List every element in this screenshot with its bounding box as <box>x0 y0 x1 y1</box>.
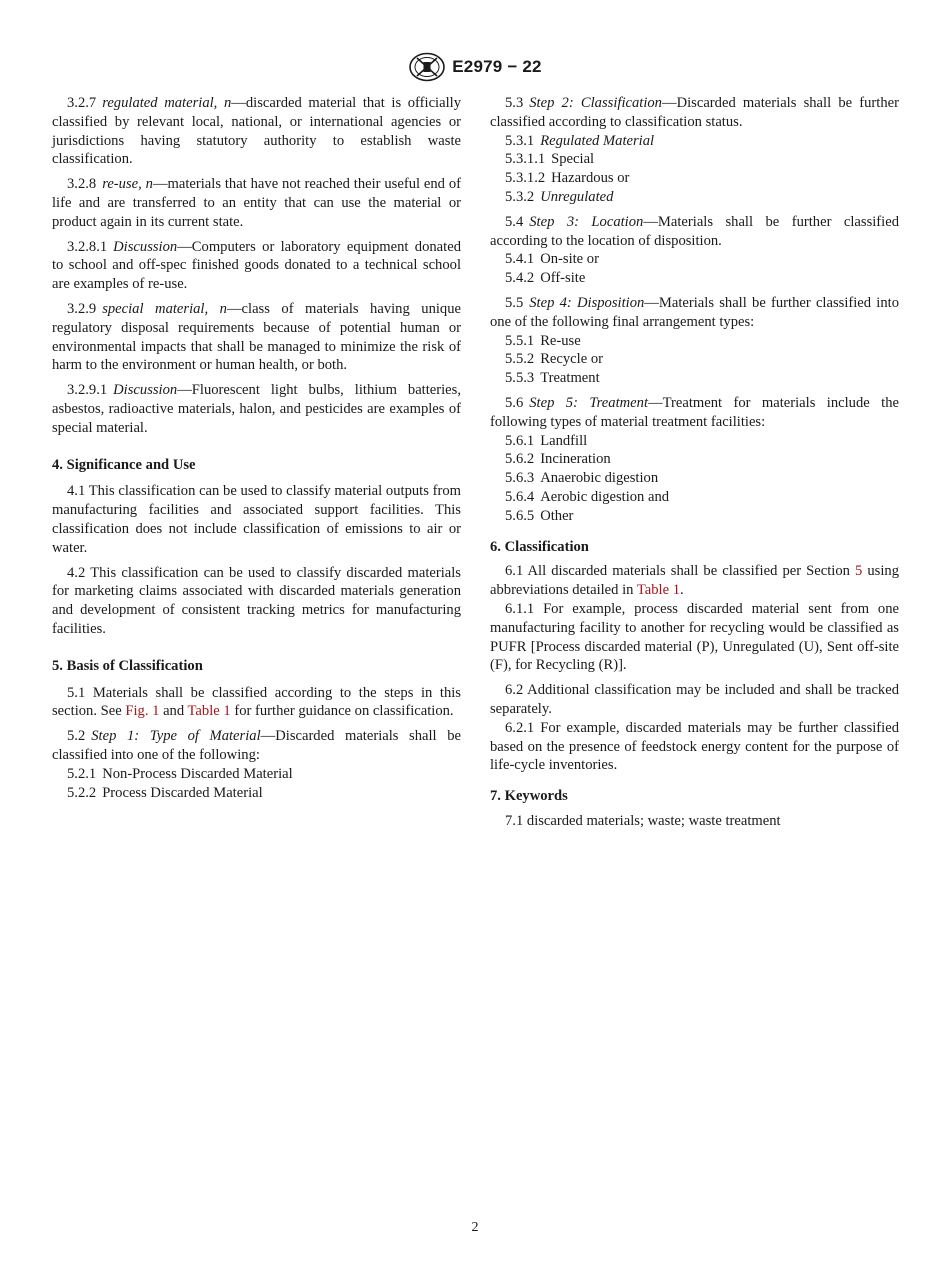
list-item: 5.4.1 On-site or <box>505 251 599 268</box>
paragraph-7-1: 7.1 discarded materials; waste; waste treatment <box>505 812 781 829</box>
paragraph-6-1-1: 6.1.1 For example, process discarded material sent from one manufacturing facility to another for recycling would be classified as PUFR [Process discarded material (P), Unregulated (U), Sent off-site (F), for Recycling (R)]. <box>490 600 899 674</box>
list-item: 5.3.2 Unregulated <box>505 188 614 205</box>
list-item: 5.4.2 Off-site <box>505 270 586 287</box>
paragraph-6-2-1: 6.2.1 For example, discarded materials may be further classified based on the presence of feedstock energy content for the purpose of life-cycle inventories. <box>490 719 899 774</box>
paragraph-3-2-8: 3.2.8 re-use, n—materials that have not reached their useful end of life and are transferred to an entity that can use the material or product again in its current state. <box>52 176 461 230</box>
list-item: 5.3.1 Regulated Material <box>505 132 655 149</box>
list-item: 5.6.4 Aerobic digestion and <box>505 488 670 505</box>
paragraph-6-1: 6.1 All discarded materials shall be classified per Section 5 using abbreviations detailed in Table 1. <box>490 563 899 599</box>
paragraph-5-1: 5.1 Materials shall be classified according to the steps in this section. See Fig. 1 and Table 1 for further guidance on classification. <box>52 684 461 720</box>
paragraph-5-5: 5.5 Step 4: Disposition—Materials shall be further classified into one of the following final arrangement types: <box>490 294 899 330</box>
paragraph-4-1: 4.1 This classification can be used to classify material outputs from manufacturing facilities and associated support facilities. This classification does not include classification of emissions to air or water. <box>52 483 461 556</box>
paragraph-5-2: 5.2 Step 1: Type of Material—Discarded materials shall be classified into one of the following: <box>52 728 461 763</box>
left-column <box>52 94 461 802</box>
list-item: 5.2.1 Non-Process Discarded Material <box>67 765 293 782</box>
standard-designation: E2979 − 22 <box>452 57 542 76</box>
page-header <box>0 52 950 82</box>
list-item: 5.6.2 Incineration <box>505 451 611 468</box>
figure-1-link[interactable]: Fig. 1 <box>125 703 160 720</box>
list-item: 5.2.2 Process Discarded Material <box>67 784 263 801</box>
paragraph-5-4: 5.4 Step 3: Location—Materials shall be further classified according to the location of disposition. <box>490 213 899 249</box>
list-item: 5.6.5 Other <box>505 507 574 524</box>
paragraph-3-2-9: 3.2.9 special material, n—class of materials having unique regulatory disposal requirements because of potential human or environmental impacts that shall be managed to minimize the risk of harm to the environment or human health, or both. <box>52 300 461 374</box>
paragraph-5-6: 5.6 Step 5: Treatment—Treatment for materials include the following types of material treatment facilities: <box>490 394 899 430</box>
section-5-link[interactable]: 5 <box>855 563 863 580</box>
paragraph-3-2-8-1: 3.2.8.1 Discussion—Computers or laboratory equipment donated to school and off-spec finished goods donated to a technical school are examples of re-use. <box>52 238 461 293</box>
section-heading-4: 4. Significance and Use <box>52 456 196 473</box>
astm-logo-icon <box>408 52 446 82</box>
list-item: 5.6.3 Anaerobic digestion <box>505 470 659 487</box>
list-item: 5.3.1.2 Hazardous or <box>505 170 630 187</box>
paragraph-6-2: 6.2 Additional classification may be included and shall be tracked separately. <box>490 682 899 717</box>
paragraph-3-2-9-1: 3.2.9.1 Discussion—Fluorescent light bulbs, lithium batteries, asbestos, radioactive materials, halon, and pesticides are examples of special material. <box>52 382 461 436</box>
list-item: 5.3.1.1 Special <box>505 151 595 168</box>
list-item: 5.5.1 Re-use <box>505 332 581 349</box>
list-item: 5.5.3 Treatment <box>505 370 600 387</box>
section-heading-6: 6. Classification <box>490 538 589 555</box>
section-heading-7: 7. Keywords <box>490 788 568 805</box>
page-number: 2 <box>471 1220 479 1235</box>
right-column <box>490 94 899 837</box>
paragraph-3-2-7: 3.2.7 regulated material, n—discarded material that is officially classified by relevant local, national, or international agencies or jurisdictions having statutory authority to establish waste classification. <box>52 95 461 168</box>
table-1-link[interactable]: Table 1 <box>187 703 231 720</box>
paragraph-5-3: 5.3 Step 2: Classification—Discarded materials shall be further classified according to classification status. <box>490 95 899 130</box>
list-item: 5.6.1 Landfill <box>505 432 588 449</box>
list-item: 5.5.2 Recycle or <box>505 351 603 368</box>
paragraph-4-2: 4.2 This classification can be used to classify discarded materials for marketing claims associated with discarded materials generation and development of consistent tracking metrics for manufacturing facilities. <box>52 564 461 637</box>
section-heading-5: 5. Basis of Classification <box>52 657 203 674</box>
table-1-link[interactable]: Table 1 <box>636 582 680 599</box>
